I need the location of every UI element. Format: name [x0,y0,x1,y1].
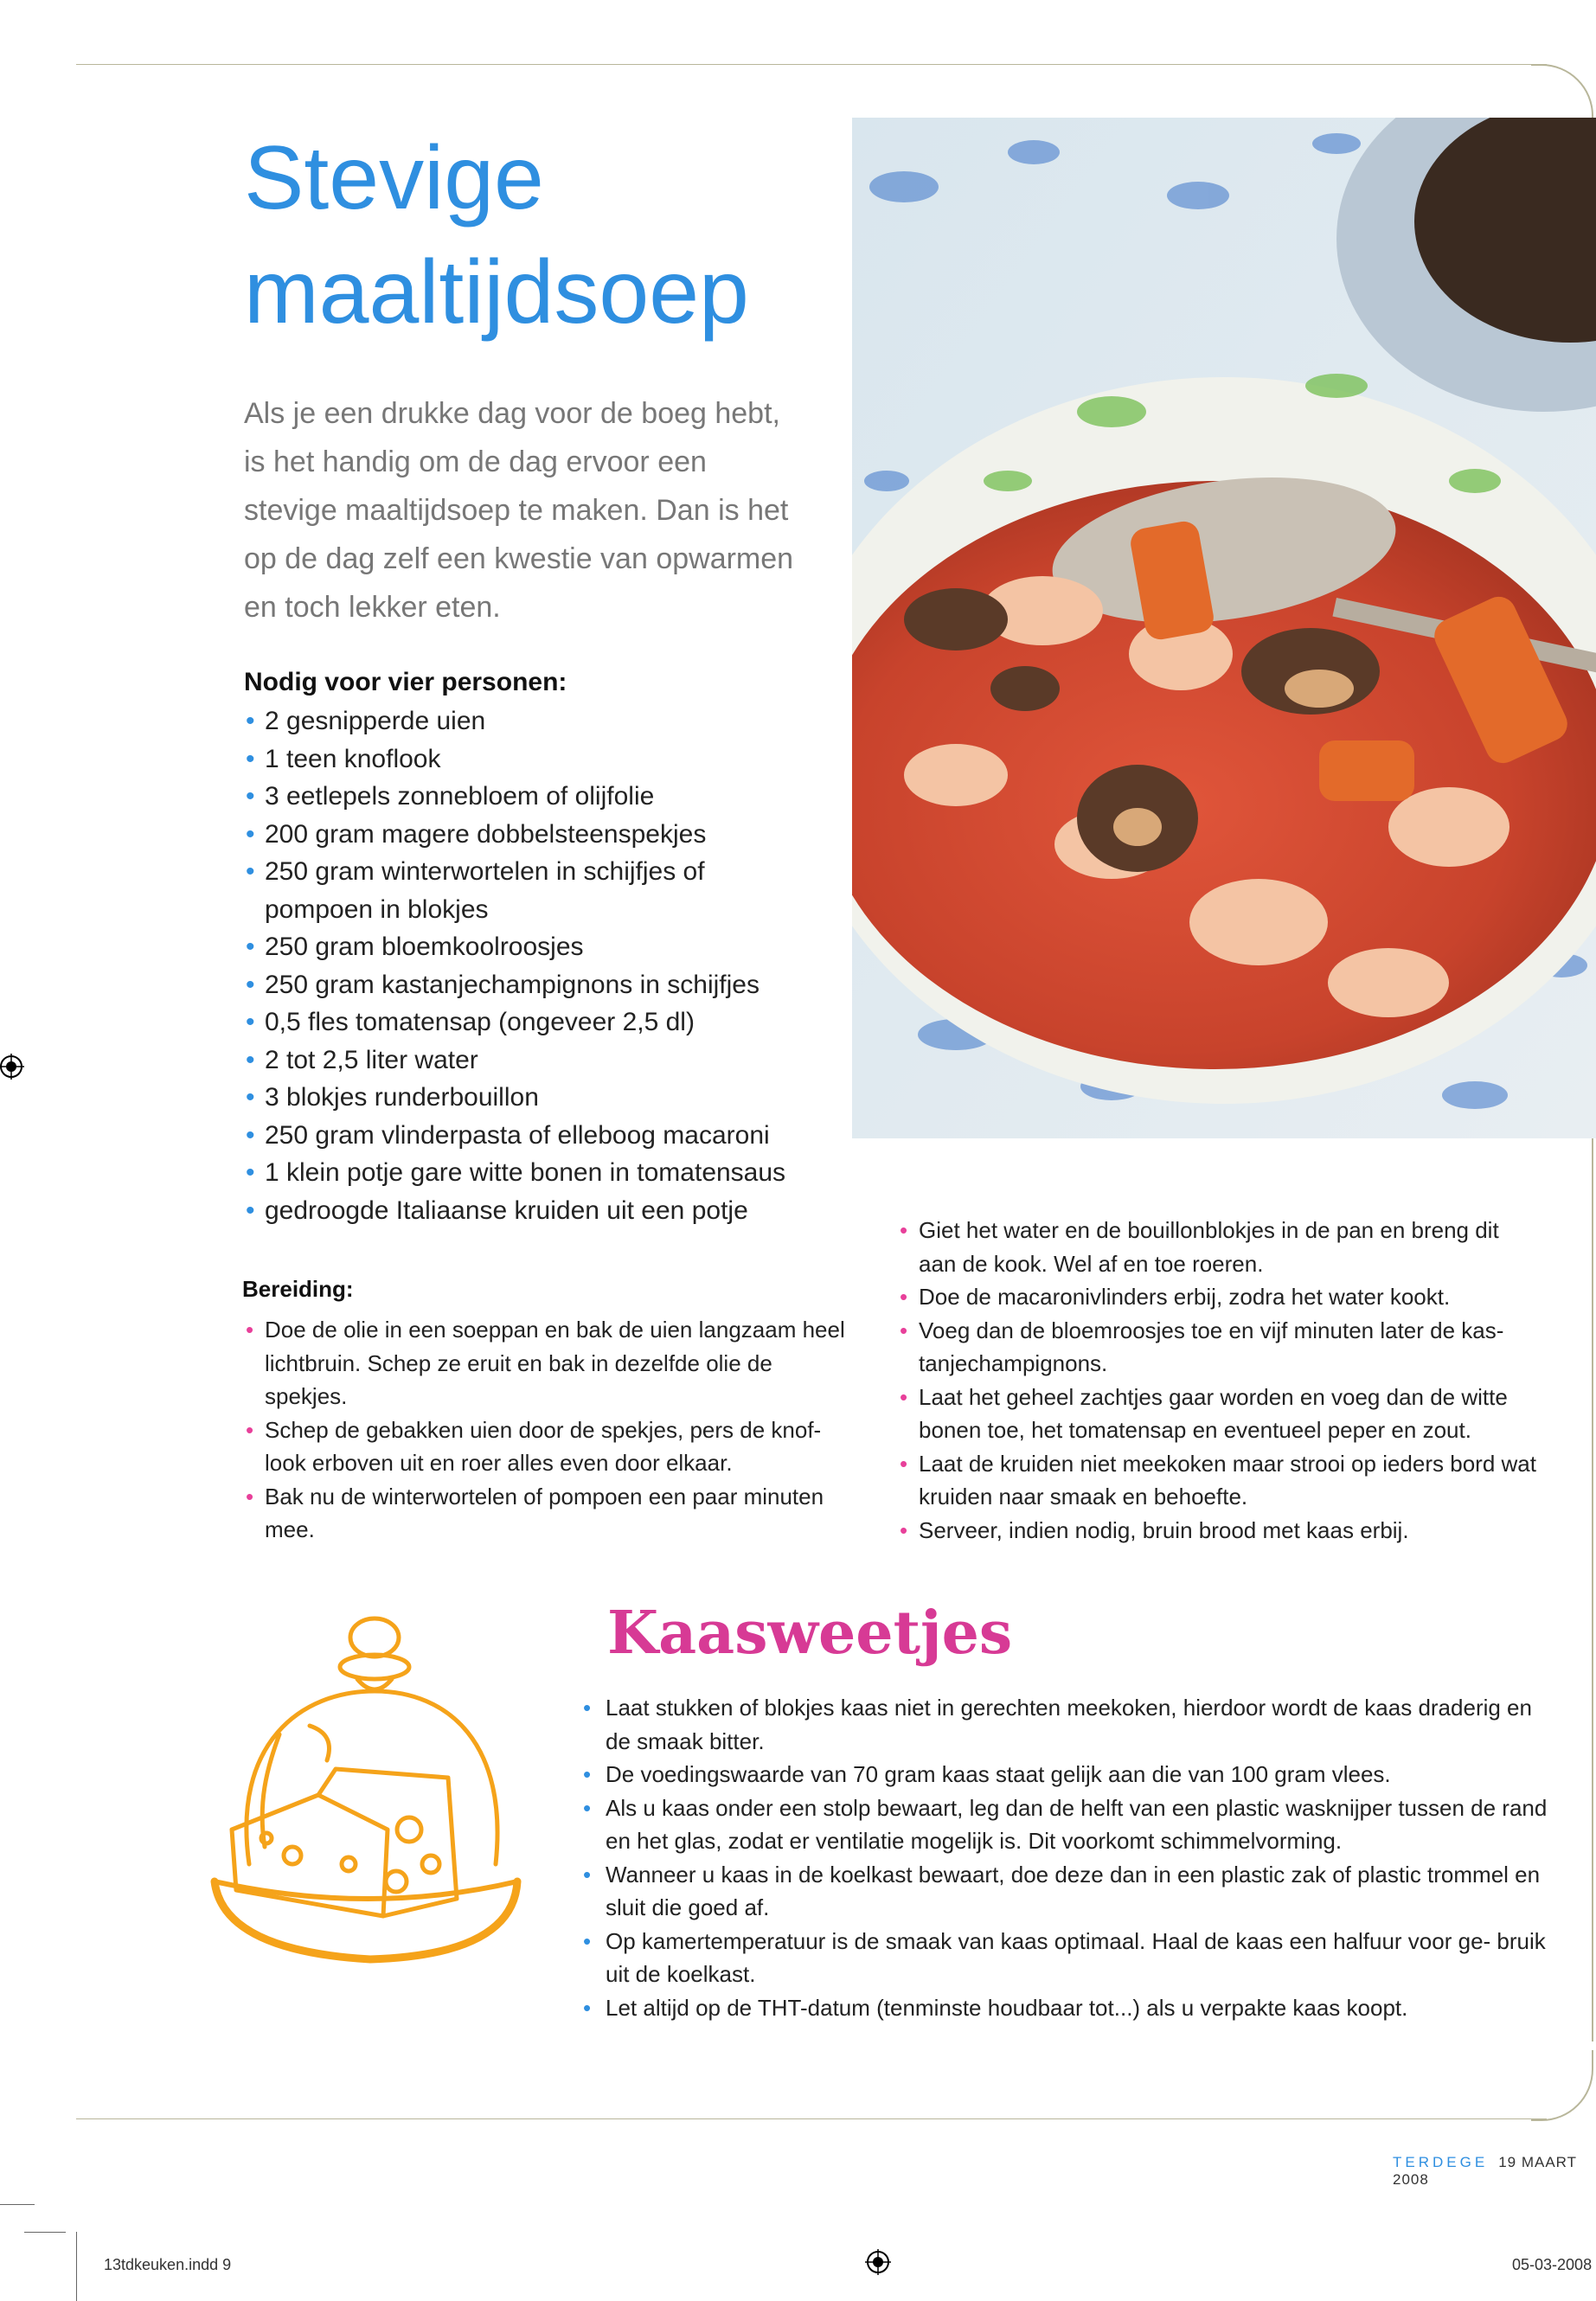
slug-date: 05-03-2008 [1512,2256,1593,2273]
preparation-step: • Voeg dan de bloemroosjes toe en vijf minuten later de kas- tanjechampignons. [898,1314,1538,1381]
preparation-step: • Doe de olie in een soeppan en bak de uien langzaam heel lichtbruin. Schep ze eruit en bak in dezelfde olie de spekjes. [244,1313,858,1413]
preparation-step: • Serveer, indien nodig, bruin brood met kaas erbij. [898,1514,1538,1548]
ingredient-item: • 0,5 fles tomatensap (ongeveer 2,5 dl) [244,1003,815,1042]
registration-mark-icon [865,2249,891,2275]
ingredient-item: • 250 gram bloemkoolroosjes [244,928,815,966]
kaasweetjes-title: Kaasweetjes [607,1599,1013,1668]
ingredient-item: • 250 gram vlinderpasta of elleboog macaroni [244,1117,815,1155]
preparation-step: • Bak nu de winterwortelen of pompoen een paar minuten mee. [244,1480,858,1547]
preparation-step: • Laat de kruiden niet meekoken maar strooi op ieders bord wat kruiden naar smaak en behoefte. [898,1447,1538,1514]
page-frame-bottom [76,2118,1547,2119]
ingredient-item: • 250 gram kastanjechampignons in schijfjes [244,966,815,1004]
soup-bowl-photo [852,118,1596,1138]
preparation-step: • Doe de macaronivlinders erbij, zodra het water kookt. [898,1280,1538,1314]
slug-filename: 13tdkeuken.indd 9 [104,2256,232,2273]
crop-mark [76,2232,77,2301]
ingredient-item: • 1 teen knoflook [244,740,815,779]
kaasweetjes-tip: • Op kamertemperatuur is de smaak van kaas optimaal. Haal de kaas een halfuur voor ge- bruik uit de koelkast. [581,1925,1550,1991]
kaasweetjes-tip: • Let altijd op de THT-datum (tenminste houdbaar tot...) als u verpakte kaas koopt. [581,1991,1550,2025]
kaasweetjes-tip: • Als u kaas onder een stolp bewaart, leg dan de helft van een plastic wasknijper tussen de rand en het glas, zodat er ventilatie mogelijk is. Dit voorkomt schimmelvorming. [581,1791,1550,1858]
ingredient-item: • 2 gesnipperde uien [244,702,815,740]
crop-mark [0,2204,35,2205]
ingredient-item: • 3 eetlepels zonnebloem of olijfolie [244,778,815,816]
kaasweetjes-tip: • Wanneer u kaas in de koelkast bewaart, doe deze dan in een plastic zak of plastic trommel en sluit die goed af. [581,1858,1550,1925]
ingredient-item: • 2 tot 2,5 liter water [244,1042,815,1080]
cheese-dome-icon [197,1605,535,1977]
page-frame-bottom-corner [1531,2050,1593,2121]
footer-magazine [1393,2154,1596,2189]
article-title-line2: maaltijdsoep [244,242,749,343]
page-frame-top [76,64,1547,65]
footer-brand: TERDEGE [1393,2154,1489,2170]
article-title [244,121,749,349]
article-intro: Als je een drukke dag voor de boeg hebt, is het handig om de dag ervoor een stevige maaltijdsoep te maken. Dan is het op de dag zelf een kwestie van opwarmen en toch lekker eten. [244,397,794,624]
ingredient-item: • 1 klein potje gare witte bonen in tomatensaus [244,1154,815,1192]
preparation-steps-left [244,1313,858,1547]
ingredient-item: • 200 gram magere dobbelsteenspekjes [244,816,815,854]
ingredient-item: • gedroogde Italiaanse kruiden uit een potje [244,1192,815,1230]
registration-mark-icon [0,1054,24,1080]
ingredients-heading: Nodig voor vier personen: [244,668,567,696]
article-title-line1: Stevige [244,128,544,228]
preparation-step: • Laat het geheel zachtjes gaar worden en voeg dan de witte bonen toe, het tomatensap en eventueel peper en zout. [898,1381,1538,1447]
preparation-step: • Giet het water en de bouillonblokjes in de pan en breng dit aan de kook. Wel af en toe roeren. [898,1214,1538,1280]
kaasweetjes-tip: • De voedingswaarde van 70 gram kaas staat gelijk aan die van 100 gram vlees. [581,1758,1550,1791]
preparation-heading: Bereiding: [242,1276,354,1302]
kaasweetjes-tip: • Laat stukken of blokjes kaas niet in gerechten meekoken, hierdoor wordt de kaas draderig en de smaak bitter. [581,1691,1550,1758]
ingredient-item: • 3 blokjes runderbouillon [244,1079,815,1117]
ingredient-item: • 250 gram winterwortelen in schijfjes of pompoen in blokjes [244,853,715,928]
kaasweetjes-list [581,1691,1550,2024]
footer-date: 19 MAART 2008 [1393,2154,1577,2188]
ingredients-list [244,702,815,1229]
preparation-step: • Schep de gebakken uien door de spekjes, pers de knof- look erboven uit en roer alles even door elkaar. [244,1413,858,1480]
preparation-steps-right [898,1214,1538,1547]
crop-mark [24,2232,66,2233]
